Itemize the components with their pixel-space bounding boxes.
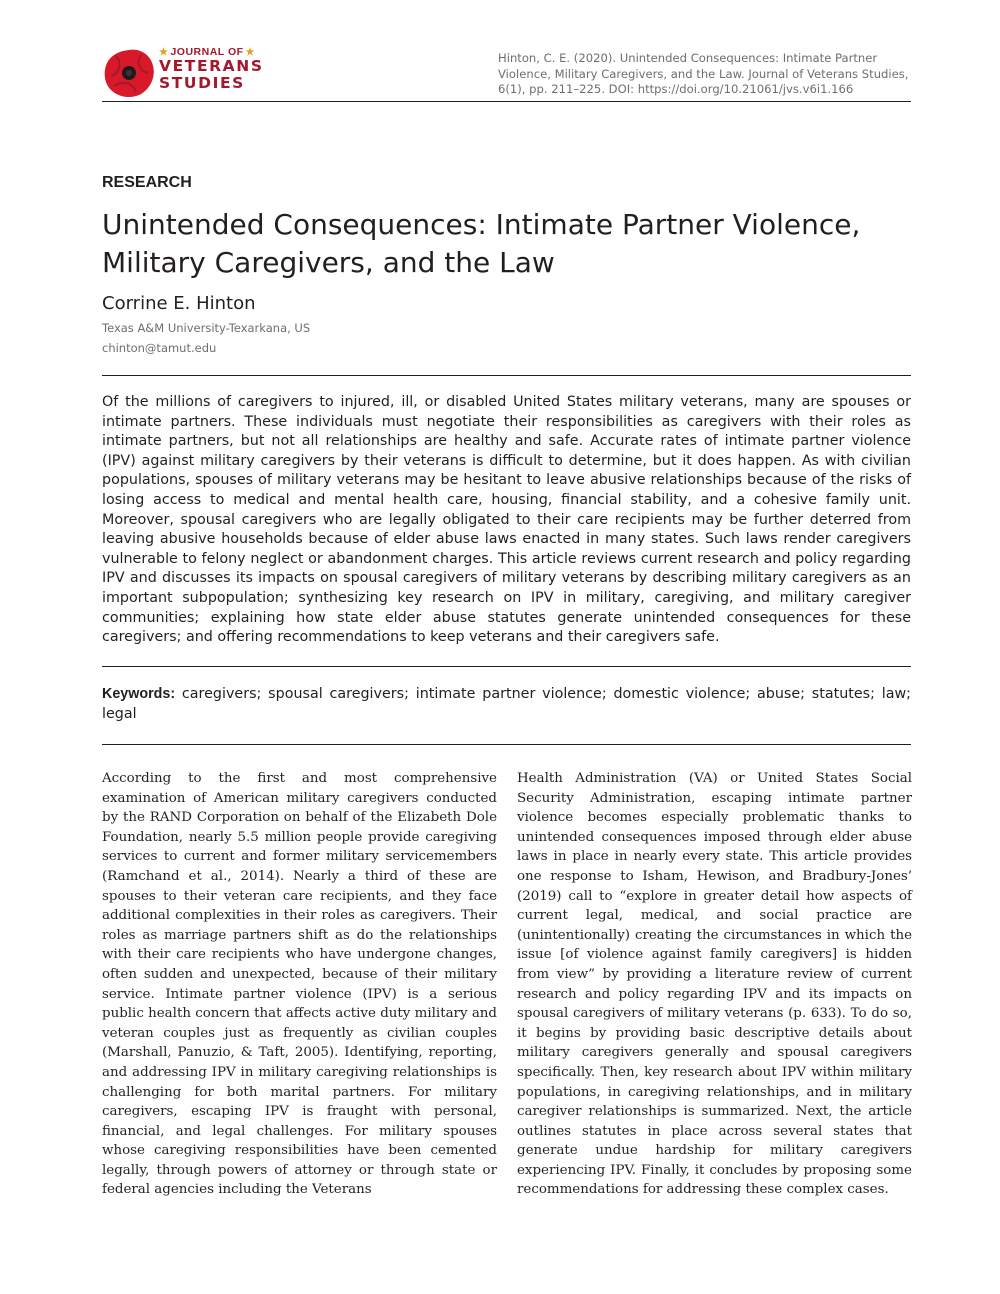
header-rule [102,101,911,102]
logo-veterans: VETERANS [159,57,264,75]
article-title: Unintended Consequences: Intimate Partner Violence, Military Caregivers, and the Law [102,208,861,279]
journal-logo [102,44,262,102]
poppy-icon [102,46,156,100]
body-right-column: Health Administration (VA) or United States Social Security Administration, escaping intimate partner violence becomes especially problematic thanks to unintended consequences imposed through elder abuse laws in place in nearly every state. This article provides one response to Isham, Hewison, and Bradbury-Jones’ (2019) call to “explore in greater detail how aspects of current legal, medical, and social practice are (unintentionally) creating the circumstances in which the issue [of violence against family caregivers] is hidden from view” by providing a literature review of current research and policy regarding IPV and its impacts on spousal caregivers of military veterans (p. 633). To do so, it begins by providing basic descriptive details about military caregivers generally and spousal caregivers specifically. Then, key research about IPV within military populations, in caregiving relationships, and in military caregiver relationships is summarized. Next, the article outlines statutes in place across several states that generate undue hardship for military caregivers experiencing IPV. Finally, it concludes by proposing some recommendations for addressing these complex cases. [517,771,912,1198]
keywords-text: caregivers; spousal caregivers; intimate partner violence; domestic violence; abuse; statutes; law; legal [102,686,911,722]
abstract: Of the millions of caregivers to injured, ill, or disabled United States military veterans, many are spouses or intimate partners. These individuals must negotiate their responsibilities as caregivers with their roles as intimate partners, but not all relationships are healthy and safe. Accurate rates of intimate partner violence (IPV) against military caregivers by their veterans is difficult to determine, but it does happen. As with civilian populations, spouses of military veterans may be hesitant to leave abusive relationships because of the risks of losing access to medical and mental health care, housing, financial stability, and a cohesive family unit. Moreover, spousal caregivers who are legally obligated to their care recipients may be further deterred from leaving abusive households because of elder abuse laws enacted in many states. Such laws render caregivers vulnerable to felony neglect or abandonment charges. This article reviews current research and policy regarding IPV and discusses its impacts on spousal caregivers of military veterans by describing military caregivers as an important subpopulation; synthesizing key research on IPV in military, caregiving, and military caregiver communities; explaining how state elder abuse statutes generate unintended consequences for these caregivers; and offering recommendations to keep veterans and their caregivers safe. [102,394,911,646]
logo-journal-of: JOURNAL OF [170,46,244,58]
citation: Hinton, C. E. (2020). Unintended Consequences: Intimate Partner Violence, Military Caregivers, and the Law. Journal of Veterans Studies, 6(1), pp. 211–225. DOI: https://doi.org/10.21061/jvs.v6i1.166 [498,51,909,97]
author-affiliation: Texas A&M University-Texarkana, US [102,321,311,335]
section-label: RESEARCH [102,174,192,191]
abstract-top-rule [102,375,911,376]
star-icon: ★ [159,46,169,58]
keywords-bottom-rule [102,744,911,745]
star-icon: ★ [245,46,255,58]
body-left-column: According to the first and most comprehensive examination of American military caregivers conducted by the RAND Corporation on behalf of the Elizabeth Dole Foundation, nearly 5.5 million people provide caregiving services to current and former military servicemembers (Ramchand et al., 2014). Nearly a third of these are spouses to their veteran care recipients, and they face additional complexities in their roles as caregivers. Their roles as marriage partners shift as do the relationships with their care recipients who have undergone changes, often sudden and unexpected, because of their military service. Intimate partner violence (IPV) is a serious public health concern that affects active duty military and veteran couples just as frequently as civilian couples (Marshall, Panuzio, & Taft, 2005). Identifying, reporting, and addressing IPV in military caregiving relationships is challenging for both marital partners. For military caregivers, escaping IPV is fraught with personal, financial, and legal challenges. For military spouses whose caregiving responsibilities have been cemented legally, through powers of attorney or through state or federal agencies including the Veterans [102,771,497,1198]
abstract-bottom-rule [102,666,911,667]
logo-studies: STUDIES [159,74,245,92]
author-name: Corrine E. Hinton [102,293,256,314]
author-email: chinton@tamut.edu [102,341,217,355]
keywords [102,685,911,724]
keywords-label: Keywords: [102,686,176,702]
